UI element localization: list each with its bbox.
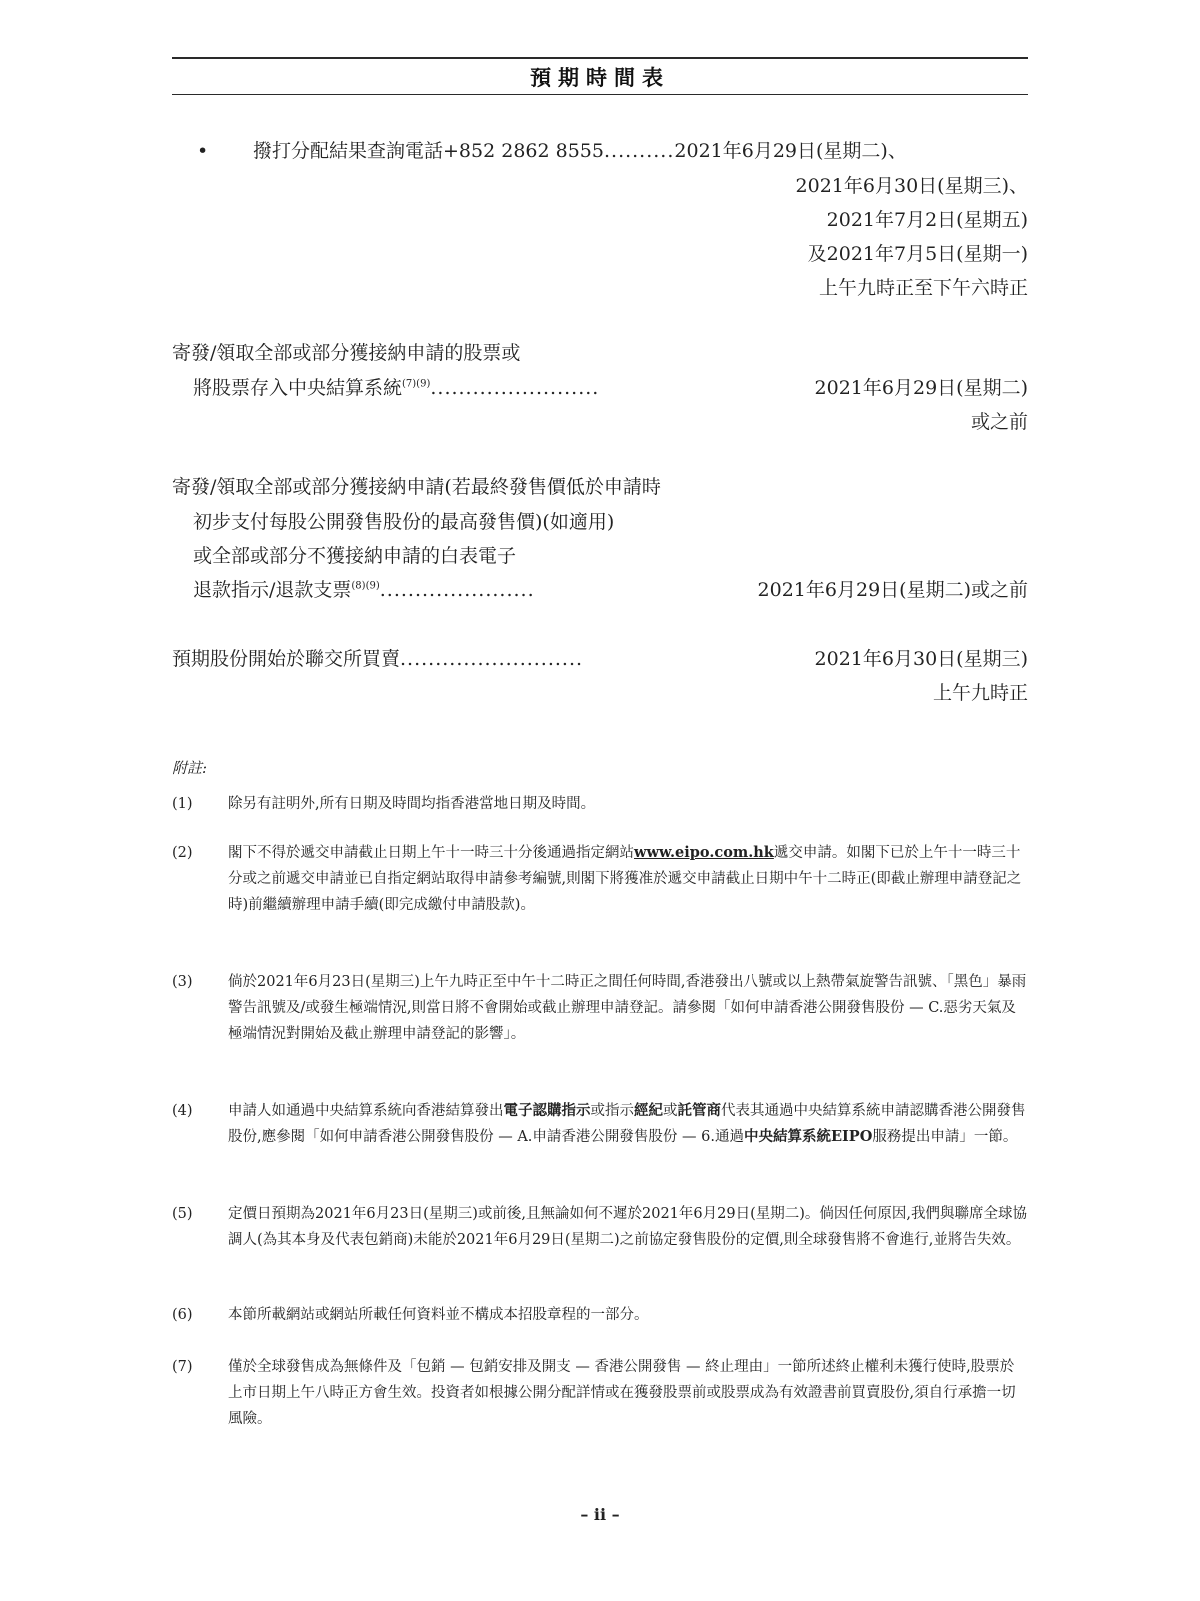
trading-label: 預期股份開始於聯交所買賣: [172, 648, 401, 670]
leader-dots: ..........................: [400, 648, 584, 670]
note-text: 除另有註明外,所有日期及時間均指香港當地日期及時間。: [228, 796, 596, 812]
footnote-ref: (8)(9): [351, 580, 380, 592]
note-number: (7): [172, 1359, 193, 1375]
hotline-label: 撥打分配結果查詢電話+852 2862 8555: [253, 140, 604, 162]
dispatch-refund-label: 退款指示/退款支票: [193, 579, 352, 601]
leader-dots: ......................: [379, 579, 535, 601]
page-title: 預期時間表: [530, 66, 670, 90]
note-text: 倘於2021年6月23日(星期三)上午九時正至中午十二時正之間任何時間,香港發出八號或以上熱帶氣旋警告訊號、「黑色」暴雨警告訊號及/或發生極端情況,則當日將不會開始或截止辦理申請登記。請參閱「如何申請香港公開發售股份 — C.惡劣天氣及極端情況對開始及截止辦理申請登記的影響」。: [228, 974, 1027, 1042]
note-item: [172, 969, 1028, 1047]
note-number: (5): [172, 1206, 193, 1222]
dispatch-shares-label: 將股票存入中央結算系統: [193, 377, 403, 399]
note-text: 申請人如通過中央結算系統向香港結算發出電子認購指示或指示經紀或託管商代表其通過中央結算系統申請認購香港公開發售股份,應參閱「如何申請香港公開發售股份 — A.申請香港公開發售股份 — 6.通過中央結算系統EIPO服務提出申請」一節。: [228, 1102, 1026, 1145]
header-rule-top: [172, 57, 1028, 59]
note-number: (3): [172, 974, 193, 990]
note-number: (1): [172, 796, 193, 812]
note-item: [172, 791, 1028, 817]
dispatch-refund-line-4: [193, 573, 535, 608]
note-item: [172, 1201, 1028, 1253]
bullet-icon: •: [197, 140, 209, 162]
dispatch-refund-line-1: 寄發/領取全部或部分獲接納申請(若最終發售價低於申請時: [172, 476, 661, 498]
dispatch-refund-date: 2021年6月29日(星期二)或之前: [757, 579, 1028, 601]
hotline-entry: [253, 134, 907, 169]
footnote-ref: (7)(9): [402, 378, 431, 390]
dispatch-shares-date: 2021年6月29日(星期二): [814, 377, 1028, 399]
hotline-hours: 上午九時正至下午六時正: [818, 277, 1028, 299]
hotline-date-2: 2021年6月30日(星期三)、: [795, 175, 1028, 197]
hotline-date-1: 2021年6月29日(星期二)、: [674, 140, 907, 162]
leader-dots: ........................: [430, 377, 600, 399]
note-text: 閣下不得於遞交申請截止日期上午十一時三十分後通過指定網站www.eipo.com.hk遞交申請。如閣下已於上午十一時三十分或之前遞交申請並已自指定網站取得申請參考編號,則閣下將獲准於遞交申請截止日期中午十二時正(即截止辦理申請登記之時)前繼續辦理申請手續(即完成繳付申請股款)。: [228, 844, 1022, 913]
dispatch-refund-line-2: 初步支付每股公開發售股份的最高發售價)(如適用): [193, 511, 615, 533]
dispatch-shares-line-2: [193, 371, 599, 406]
dispatch-shares-line-1: 寄發/領取全部或部分獲接納申請的股票或: [172, 342, 521, 364]
trading-time: 上午九時正: [932, 682, 1028, 704]
trading-entry: [172, 642, 583, 677]
page-number: – ii –: [580, 1505, 620, 1524]
note-text: 本節所載網站或網站所載任何資料並不構成本招股章程的一部分。: [228, 1307, 649, 1323]
note-number: (6): [172, 1307, 193, 1323]
dispatch-shares-after: 或之前: [970, 411, 1028, 433]
leader-dots: ..........: [603, 140, 675, 162]
note-text: 僅於全球發售成為無條件及「包銷 — 包銷安排及開支 — 香港公開發售 — 終止理由」一節所述終止權利未獲行使時,股票於上市日期上午八時正方會生效。投資者如根據公開分配詳情或在獲發股票前或股票成為有效證書前買賣股份,須自行承擔一切風險。: [228, 1359, 1016, 1427]
note-item: [172, 1098, 1028, 1150]
header-rule-bottom: [172, 94, 1028, 95]
hotline-date-4: 及2021年7月5日(星期一): [807, 243, 1028, 265]
note-number: (4): [172, 1103, 193, 1119]
eipo-link[interactable]: www.eipo.com.hk: [634, 844, 774, 861]
hotline-date-3: 2021年7月2日(星期五): [826, 209, 1028, 231]
note-item: [172, 1302, 1028, 1328]
trading-date: 2021年6月30日(星期三): [814, 648, 1028, 670]
dispatch-refund-line-3: 或全部或部分不獲接納申請的白表電子: [193, 545, 517, 567]
note-item: [172, 1354, 1028, 1432]
note-item: [172, 840, 1028, 918]
note-number: (2): [172, 845, 193, 861]
notes-heading: 附註:: [172, 759, 208, 777]
note-text: 定價日預期為2021年6月23日(星期三)或前後,且無論如何不遲於2021年6月29日(星期二)。倘因任何原因,我們與聯席全球協調人(為其本身及代表包銷商)未能於2021年6月29日(星期二)之前協定發售股份的定價,則全球發售將不會進行,並將告失效。: [228, 1206, 1027, 1248]
